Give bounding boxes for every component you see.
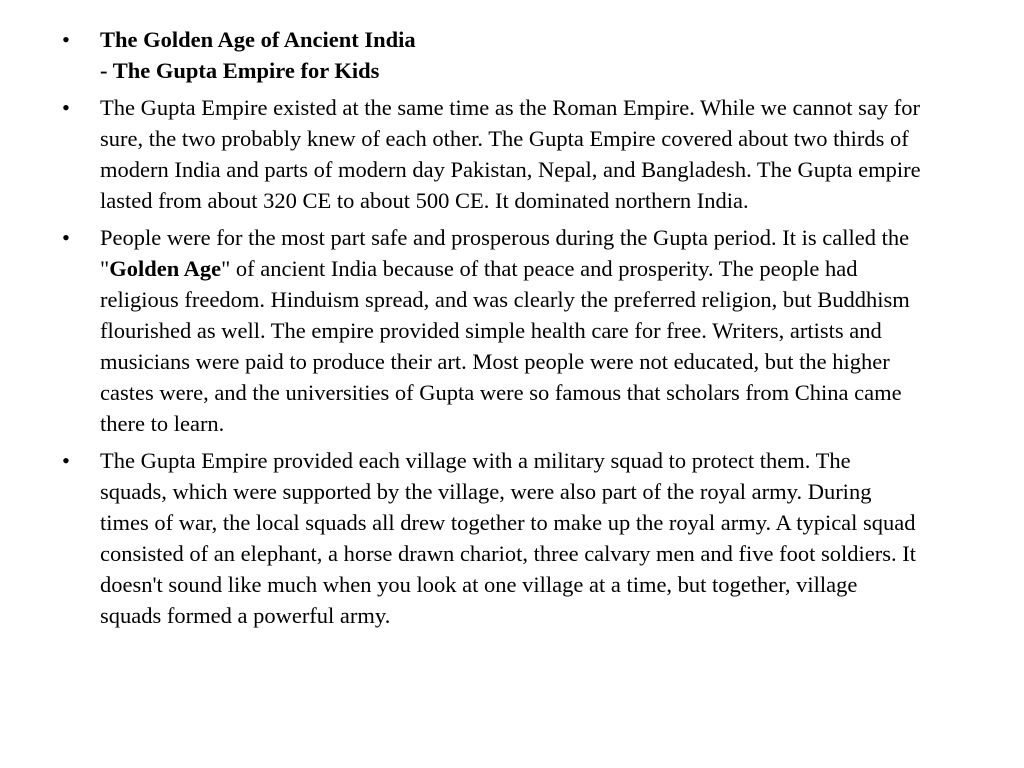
- bullet-dot-icon: •: [62, 225, 70, 250]
- paragraph-1-text: The Gupta Empire existed at the same time as the Roman Empire. While we cannot say for sure, the two probably knew of each other. The Gupta Empire covered about two thirds of modern India and parts of modern day Pakistan, Nepal, and Bangladesh. The Gupta empire lasted from about 320 CE to about 500 CE. It dominated northern India.: [100, 95, 921, 213]
- paragraph-2-text-after: " of ancient India because of that peace and prosperity. The people had religious freedom. Hinduism spread, and was clearly the preferred religion, but Buddhism flourished as well. The empire provided simple health care for free. Writers, artists and musicians were paid to produce their art. Most people were not educated, but the higher castes were, and the universities of Gupta were so famous that scholars from China came there to learn.: [100, 256, 910, 436]
- heading-line-1: The Golden Age of Ancient India: [100, 27, 416, 52]
- bullet-dot-icon: •: [62, 27, 70, 52]
- paragraph-3-text: The Gupta Empire provided each village with a military squad to protect them. The squads, which were supported by the village, were also part of the royal army. During times of war, the local squads all drew together to make up the royal army. A typical squad consisted of an elephant, a horse drawn chariot, three calvary men and five foot soldiers. It doesn't sound like much when you look at one village at a time, but together, village squads formed a powerful army.: [100, 448, 916, 628]
- golden-age-emphasis: Golden Age: [109, 256, 222, 281]
- bullet-heading: [62, 24, 922, 86]
- paragraph-2-text-before: People were for the most part safe and prosperous during the Gupta period. It is called the ": [100, 225, 910, 281]
- bullet-paragraph-2: [62, 222, 922, 439]
- heading-line-2: - The Gupta Empire for Kids: [100, 58, 380, 83]
- bullet-paragraph-3: [62, 445, 922, 631]
- bullet-dot-icon: •: [62, 448, 70, 473]
- bullet-list: [62, 24, 922, 637]
- bullet-paragraph-1: [62, 92, 922, 216]
- bullet-dot-icon: •: [62, 95, 70, 120]
